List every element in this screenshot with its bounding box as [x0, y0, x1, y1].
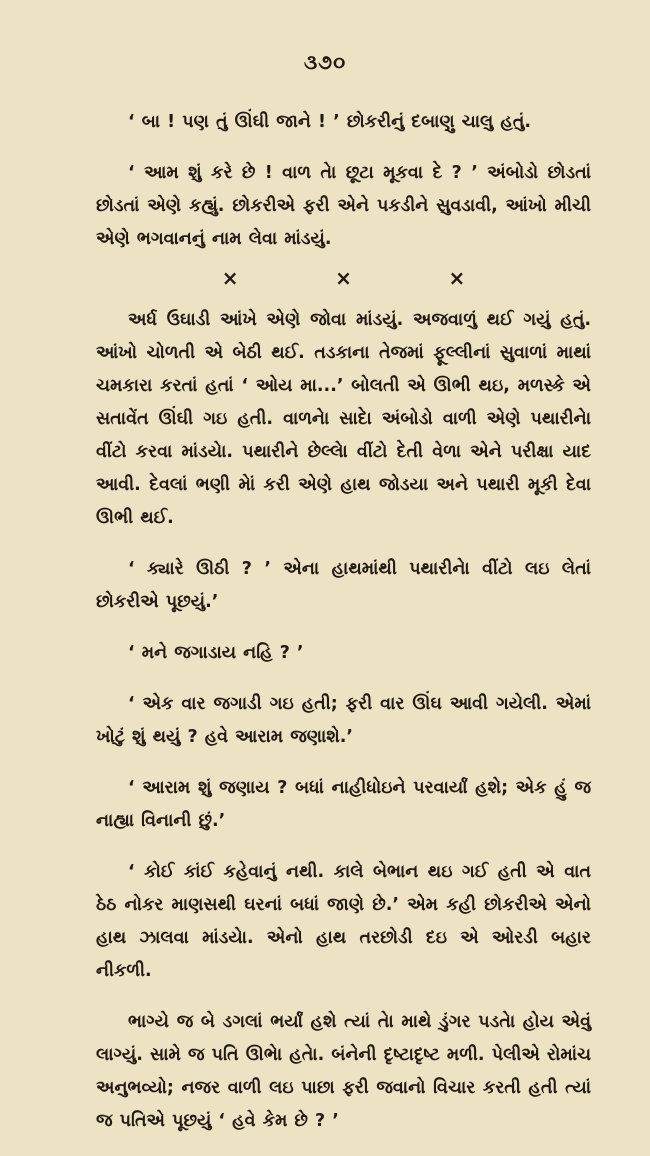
paragraph-9: ભાગ્યે જ બે ડગલાં ભર્યાં હશે ત્યાં તેા માથે ડુંગર પડતેા હોય એવું લાગ્યું. સામે જ પતિ ઊભેા હતેા. બંનેની દૃષ્ટાદૃષ્ટ મળી. પેલીએ રોમાંચ અનુભવ્યો; નજર વાળી લઇ પાછા ફરી જવાનો વિચાર કરતી હતી ત્યાં જ પતિએ પૂછયું ‘ હવે કેમ છે ? ’	[96, 1012, 591, 1131]
paragraph-2: ‘ આમ શું કરે છે ! વાળ તેા છૂટા મૂકવા દે ? ’ અંબોડો છોડતાં છોડતાં એણે કહ્યું. છોકરીએ ફરી એને પકડીને સુવડાવી, આંખો મીચી એણે ભગવાનનું નામ લેવા માંડયું.	[96, 163, 591, 249]
paragraph-6: ‘ એક વાર જગાડી ગઇ હતી; ફરી વાર ઊંઘ આવી ગયેલી. એમાં ખોટું શું થયું ? હવે આરામ જણાશે.’	[96, 694, 591, 747]
paragraph-1: ‘ બા ! પણ તું ઊંઘી જાને ! ’ છોકરીનું દબાણુ ચાલુ હતું.	[128, 112, 532, 132]
section-separator	[174, 266, 514, 290]
paragraph-7: ‘ આરામ શું જણાય ? બધાં નાહીધોઇને પરવાર્યાં હશે; એક હું જ નાહ્યા વિનાની છું.’	[96, 778, 591, 831]
body-text	[96, 106, 591, 1156]
paragraph-5: ‘ મને જગાડાય નહિ ? ’	[128, 643, 304, 663]
paragraph-3: અર્ધ ઉઘાડી આંખે એણે જોવા માંડયું. અજવાળું થઈ ગયું હતું. આંખો ચોળતી એ બેઠી થઈ. તડકાના તેજમાં ફૂલ્લીનાં સુવાળાં માથાં ચમકારા કરતાં હતાં ‘ ઓય મા...’ બોલતી એ ઊભી થઇ, મળસ્કે એ સતાવેંત ઊંઘી ગઇ હતી. વાળનેા સાદેા અંબોડો વાળી એણે પથારીનેા વીંટો કરવા માંડયેા. પથારીને છેલ્લેા વીંટો દેતી વેળા એને પરીક્ષા યાદ આવી. દેવલાં ભણી મેાં કરી એણે હાથ જોડયા અને પથારી મૂકી દેવા ઊભી થઈ.	[96, 310, 591, 528]
paragraph-4: ‘ ક્યારે ઊઠી ? ’ એના હાથમાંથી પથારીનેા વીંટો લઇ લેતાં છોકરીએ પૂછયું.’	[96, 559, 591, 612]
separator-mark: ×	[335, 266, 352, 290]
page-number: ૩૭૦	[303, 50, 347, 74]
separator-mark: ×	[221, 266, 239, 290]
paragraph-8: ‘ કોઈ કાંઈ કહેવાનું નથી. કાલે બેભાન થઇ ગઈ હતી એ વાત ઠેઠ નોકર માણસથી ઘરનાં બધાં જાણે છે.’ એમ કહી છોકરીએ એનો હાથ ઝાલવા માંડયેા. એનો હાથ તરછોડી દઇ એ ઓરડી બહાર નીકળી.	[96, 862, 591, 981]
separator-mark: ×	[448, 266, 466, 290]
